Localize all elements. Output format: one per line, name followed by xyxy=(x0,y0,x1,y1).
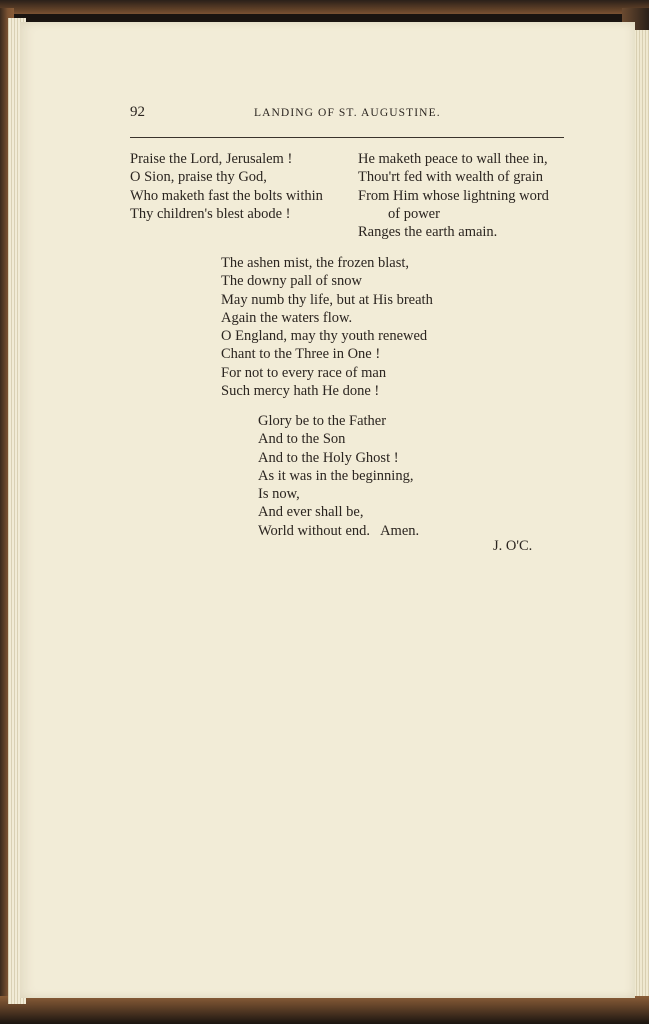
header-rule xyxy=(130,137,564,138)
poem-line: And ever shall be, xyxy=(258,504,364,521)
poem-line: The ashen mist, the frozen blast, xyxy=(221,255,410,271)
poem-line: Who maketh fast the bolts within xyxy=(130,187,323,204)
poem-line: of power xyxy=(388,205,440,222)
doxology xyxy=(258,412,419,540)
poem-line: Ranges the earth amain. xyxy=(358,224,498,241)
poem-line: May numb thy life, but at His breath xyxy=(221,291,433,308)
poem-line: O England, may thy youth renewed xyxy=(221,328,428,345)
poem-line: Chant to the Three in One ! xyxy=(221,346,381,363)
poem-line: Thy children's blest abode ! xyxy=(130,205,291,222)
poem-line: Such mercy hath He done ! xyxy=(221,383,380,400)
poem-line: Thou'rt fed with wealth of grain xyxy=(358,169,544,186)
poem-line: Again the waters flow. xyxy=(221,309,353,326)
poem-line: And to the Holy Ghost ! xyxy=(258,449,399,466)
poem-line: World without end. Amen. xyxy=(258,522,420,539)
poem-line: And to the Son xyxy=(258,431,346,448)
poem-stanza-2 xyxy=(221,254,433,400)
poem-line: He maketh peace to wall thee in, xyxy=(358,151,548,167)
running-title: LANDING OF ST. AUGUSTINE. xyxy=(254,107,441,119)
poem-right-column xyxy=(358,150,549,241)
poem-line: From Him whose lightning word xyxy=(358,187,549,204)
poem-line: Praise the Lord, Jerusalem ! xyxy=(130,151,293,167)
page-number: 92 xyxy=(130,104,145,120)
poem-line: As it was in the beginning, xyxy=(258,467,414,484)
page-stack-right xyxy=(634,30,649,996)
poem-left-column xyxy=(130,150,323,223)
book-cover-bottom xyxy=(0,996,649,1024)
author-signature: J. O'C. xyxy=(493,538,533,554)
poem-line: For not to every race of man xyxy=(221,364,387,381)
poem-line: Is now, xyxy=(258,486,300,503)
poem-line: Glory be to the Father xyxy=(258,413,387,429)
poem-line: O Sion, praise thy God, xyxy=(130,169,267,186)
poem-line: The downy pall of snow xyxy=(221,273,362,290)
book-cover-top xyxy=(0,0,649,14)
